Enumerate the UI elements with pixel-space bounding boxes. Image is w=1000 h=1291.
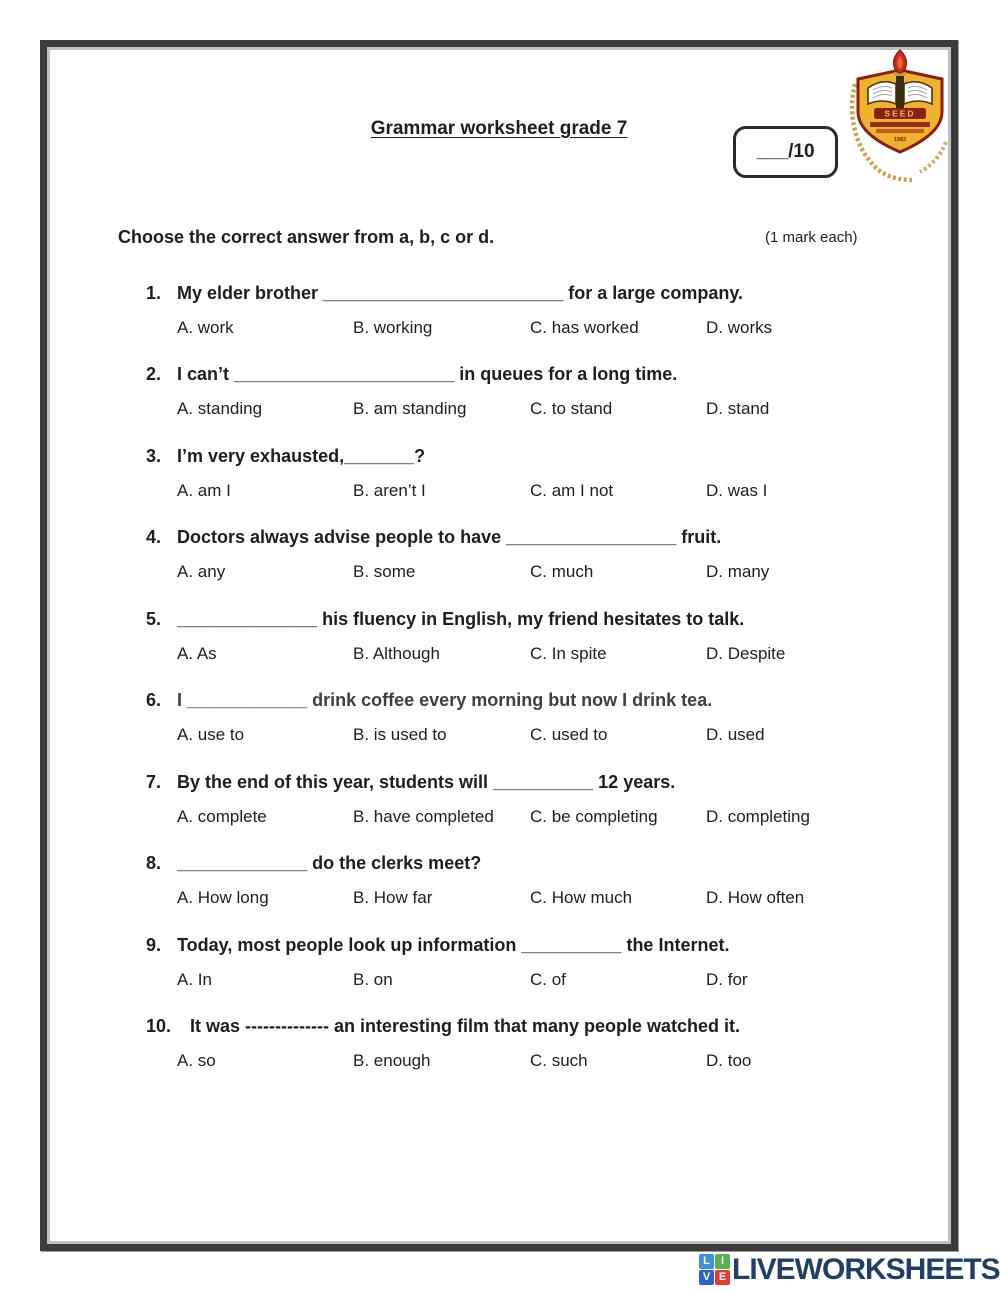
liveworksheets-wordmark: LIVEWORKSHEETS — [732, 1252, 1000, 1286]
option-b[interactable]: B. is used to — [353, 725, 447, 744]
question-stem: By the end of this year, students will __________ 12 years. — [177, 772, 676, 792]
question-8 — [0, 853, 1000, 923]
school-crest-logo — [846, 46, 954, 194]
option-b[interactable]: B. Although — [353, 644, 440, 663]
instructions-text: Choose the correct answer from a, b, c or d. — [118, 227, 495, 247]
question-number: 6. — [146, 690, 162, 710]
question-number: 5. — [146, 609, 162, 629]
logo-square-i: I — [715, 1254, 730, 1269]
option-c[interactable]: C. How much — [530, 888, 633, 907]
option-a[interactable]: A. so — [177, 1051, 216, 1070]
question-stem: My elder brother ________________________ for a large company. — [177, 283, 744, 303]
question-number: 4. — [146, 527, 162, 547]
question-7 — [0, 772, 1000, 842]
option-d[interactable]: D. for — [706, 970, 748, 989]
logo-square-l: L — [699, 1254, 714, 1269]
option-d[interactable]: D. was I — [706, 481, 768, 500]
question-2 — [0, 364, 1000, 434]
option-a[interactable]: A. use to — [177, 725, 245, 744]
option-b[interactable]: B. enough — [353, 1051, 431, 1070]
option-b[interactable]: B. some — [353, 562, 416, 581]
option-d[interactable]: D. too — [706, 1051, 752, 1070]
logo-square-v: V — [699, 1270, 714, 1285]
question-9 — [0, 935, 1000, 1005]
question-stem: Doctors always advise people to have _________________ fruit. — [177, 527, 722, 547]
question-1 — [0, 283, 1000, 353]
option-b[interactable]: B. have completed — [353, 807, 494, 826]
option-d[interactable]: D. works — [706, 318, 773, 337]
option-c[interactable]: C. much — [530, 562, 594, 581]
option-d[interactable]: D. Despite — [706, 644, 786, 663]
score-box — [733, 126, 838, 178]
question-4 — [0, 527, 1000, 597]
marks-note: (1 mark each) — [765, 229, 858, 246]
option-a[interactable]: A. standing — [177, 399, 263, 418]
option-b[interactable]: B. working — [353, 318, 433, 337]
option-a[interactable]: A. In — [177, 970, 212, 989]
option-c[interactable]: C. to stand — [530, 399, 613, 418]
question-number: 1. — [146, 283, 162, 303]
option-a[interactable]: A. work — [177, 318, 234, 337]
question-6 — [0, 690, 1000, 760]
question-number: 9. — [146, 935, 162, 955]
option-c[interactable]: C. used to — [530, 725, 608, 744]
question-stem: _____________ do the clerks meet? — [177, 853, 482, 873]
option-b[interactable]: B. am standing — [353, 399, 467, 418]
option-a[interactable]: A. any — [177, 562, 226, 581]
question-5 — [0, 609, 1000, 679]
question-stem: ______________ his fluency in English, my friend hesitates to talk. — [177, 609, 745, 629]
option-a[interactable]: A. How long — [177, 888, 269, 907]
question-number: 2. — [146, 364, 162, 384]
question-number: 10. — [146, 1016, 172, 1036]
question-stem: I’m very exhausted,_______? — [177, 446, 426, 466]
option-c[interactable]: C. In spite — [530, 644, 607, 663]
score-label: ___/10 — [756, 141, 815, 162]
option-a[interactable]: A. am I — [177, 481, 231, 500]
question-stem: It was -------------- an interesting film that many people watched it. — [190, 1016, 741, 1036]
crest-year-label: 1983 — [893, 137, 907, 143]
question-stem: I can’t ______________________ in queues for a long time. — [177, 364, 678, 384]
logo-square-e: E — [715, 1270, 730, 1285]
option-d[interactable]: D. many — [706, 562, 770, 581]
option-b[interactable]: B. How far — [353, 888, 433, 907]
option-d[interactable]: D. completing — [706, 807, 810, 826]
liveworksheets-logo-icon — [699, 1254, 730, 1285]
option-c[interactable]: C. am I not — [530, 481, 614, 500]
option-c[interactable]: C. of — [530, 970, 566, 989]
page-title: Grammar worksheet grade 7 — [370, 118, 628, 139]
question-stem: Today, most people look up information __________ the Internet. — [177, 935, 730, 955]
question-stem: I ____________ drink coffee every morning but now I drink tea. — [177, 690, 713, 710]
option-c[interactable]: C. be completing — [530, 807, 658, 826]
option-a[interactable]: A. complete — [177, 807, 267, 826]
question-number: 7. — [146, 772, 162, 792]
option-b[interactable]: B. aren’t I — [353, 481, 426, 500]
question-3 — [0, 446, 1000, 516]
crest-name-label: SEED — [884, 108, 916, 119]
option-c[interactable]: C. has worked — [530, 318, 639, 337]
option-a[interactable]: A. As — [177, 644, 217, 663]
question-number: 8. — [146, 853, 162, 873]
option-b[interactable]: B. on — [353, 970, 393, 989]
option-d[interactable]: D. stand — [706, 399, 770, 418]
option-c[interactable]: C. such — [530, 1051, 588, 1070]
question-10 — [0, 1016, 1000, 1086]
liveworksheets-footer — [699, 1251, 1000, 1287]
option-d[interactable]: D. How often — [706, 888, 805, 907]
question-number: 3. — [146, 446, 162, 466]
option-d[interactable]: D. used — [706, 725, 765, 744]
